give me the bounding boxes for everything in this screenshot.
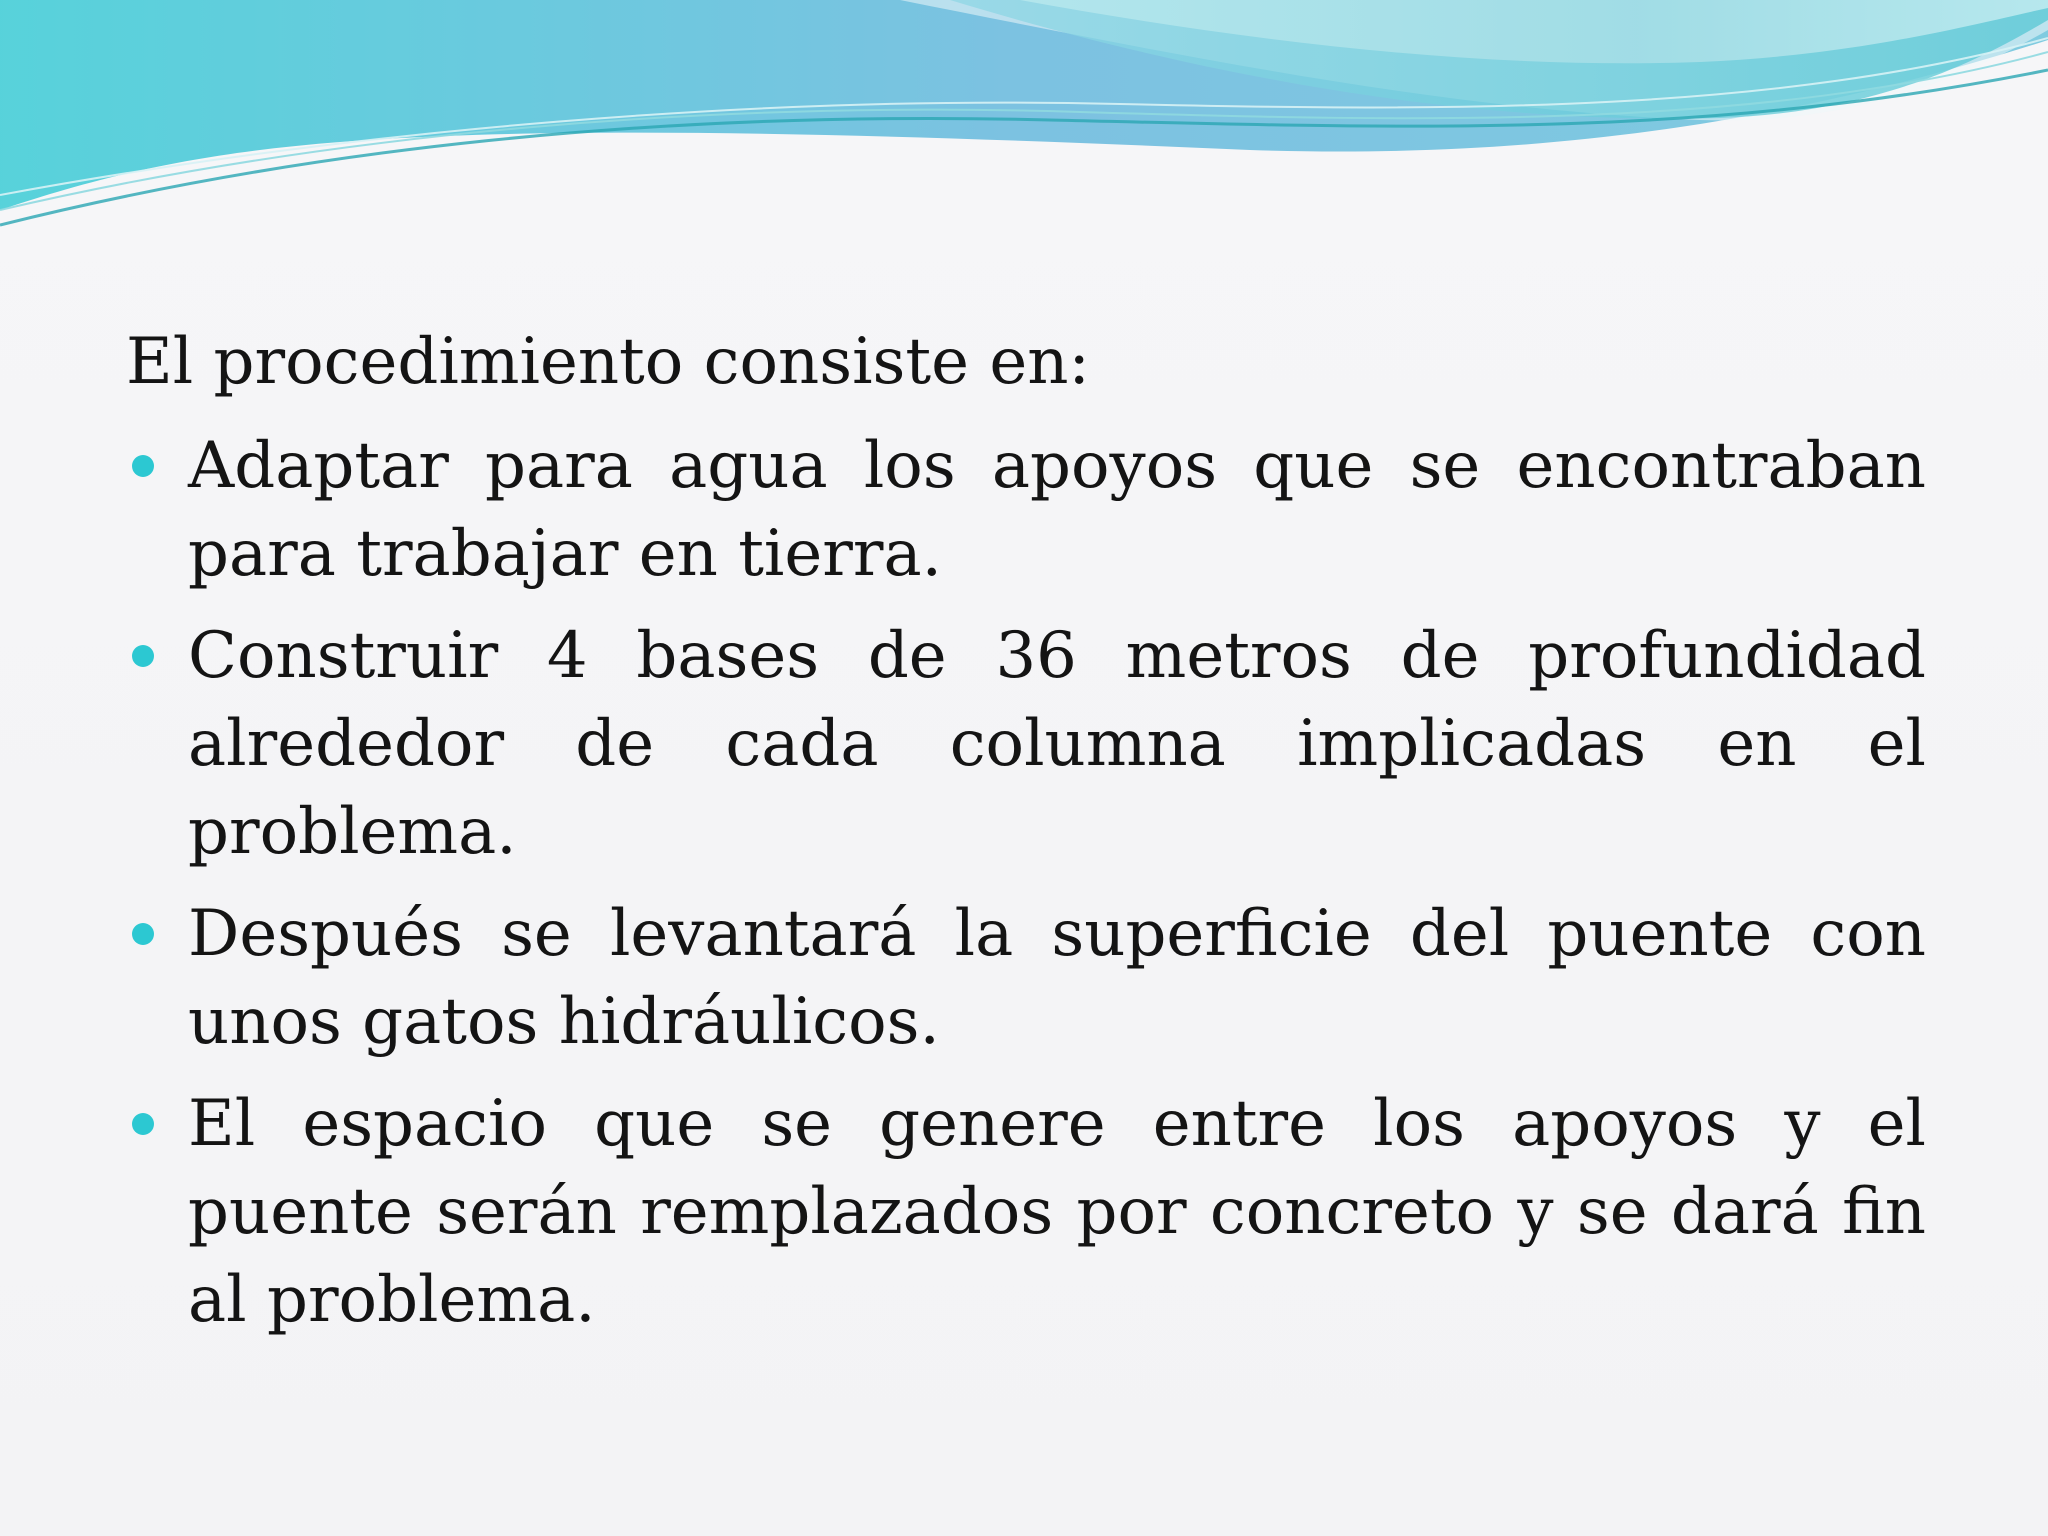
bullet-text: Adaptar para agua los apoyos que se encontraban para trabajar en tierra. [188,429,1926,591]
bullet-item [126,890,1926,1066]
bullet-list [126,422,1926,1344]
decorative-wave-header [0,0,2048,240]
bullet-text: Después se levantará la superficie del puente con unos gatos hidráulicos. [188,897,1926,1059]
slide-content [126,318,1926,1358]
bullet-dot-icon [132,923,154,945]
bullet-dot-icon [132,1113,154,1135]
bullet-dot-icon [132,455,154,477]
bullet-item [126,422,1926,598]
bullet-dot-icon [132,645,154,667]
intro-text: El procedimiento consiste en: [126,325,1090,399]
bullet-text: Construir 4 bases de 36 metros de profundidad alrededor de cada columna implicadas en el problema. [188,619,1926,869]
bullet-item [126,1080,1926,1344]
bullet-text: El espacio que se genere entre los apoyos y el puente serán remplazados por concreto y se dará fin al problema. [188,1087,1926,1337]
bullet-item [126,612,1926,876]
